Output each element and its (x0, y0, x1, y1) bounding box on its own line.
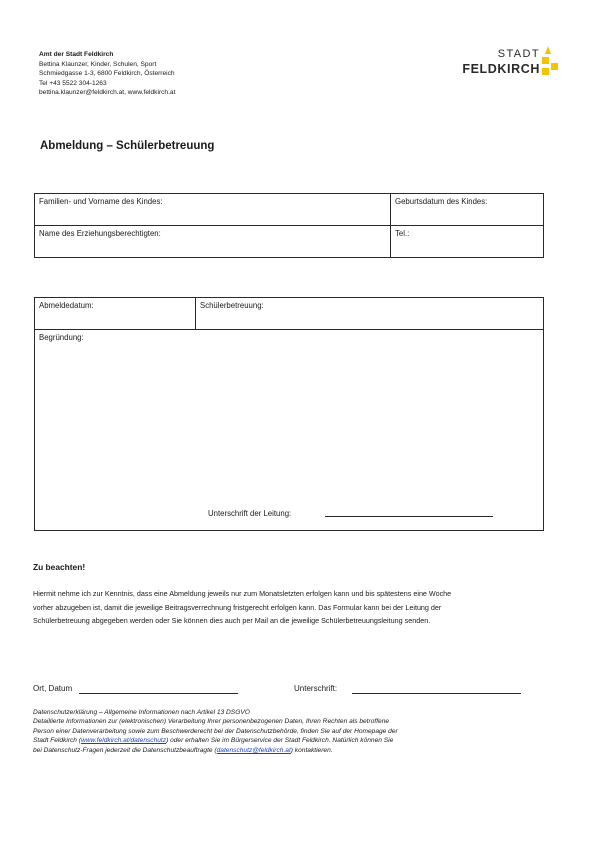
sender-address (39, 50, 175, 98)
privacy-email-link[interactable]: datenschutz@feldkirch.at (216, 746, 291, 754)
notice-line: vorher abzugeben ist, damit die jeweilige Beitragsverrechnung fristgerecht erfolgen kann. Das Formular kann bei der Leitung der (33, 602, 442, 612)
logo-text-stadt: STADT (497, 48, 540, 60)
guardian-name-field[interactable]: Name des Erziehungsberechtigten: (35, 226, 391, 258)
privacy-heading: Datenschutzerklärung – Allgemeine Informationen nach Artikel 13 DSGVO (33, 709, 250, 716)
reason-field[interactable]: Begründung: (35, 330, 544, 531)
privacy-text: ) kontaktieren. (290, 746, 333, 754)
sender-contact-line: Schmiedgasse 1-3, 6800 Feldkirch, Österreich (39, 70, 175, 78)
notice-heading: Zu beachten! (33, 562, 86, 572)
privacy-text: ) oder erhalten Sie im Bürgerservice der Stadt Feldkirch. Natürlich können Sie (166, 737, 394, 745)
sender-contact-line: bettina.klaunzer@feldkirch.at, www.feldkirch.at (39, 89, 176, 97)
page-title: Abmeldung – Schülerbetreuung (40, 140, 215, 152)
birthdate-field[interactable]: Geburtsdatum des Kindes: (391, 194, 544, 226)
school-care-field[interactable]: Schülerbetreuung: (196, 298, 544, 330)
notice-text (33, 587, 545, 628)
child-name-field[interactable]: Familien- und Vorname des Kindes: (35, 194, 391, 226)
privacy-line: Detaillierte Informationen zur (elektronischen) Verarbeitung Ihrer personenbezogenen Daten, Ihren Rechten als betroffene (33, 718, 390, 726)
place-date-label: Ort, Datum (33, 684, 73, 693)
privacy-line (33, 736, 545, 745)
sender-contact-line: Bettina Klaunzer, Kinder, Schulen, Sport (39, 60, 157, 68)
logo-text-feldkirch: FELDKIRCH (462, 62, 540, 76)
leader-signature-label: Unterschrift der Leitung: (208, 509, 292, 518)
privacy-text: Stadt Feldkirch ( (33, 737, 82, 745)
sender-contact-line: Tel +43 5522 304-1263 (39, 79, 107, 87)
privacy-notice (33, 708, 545, 755)
privacy-text: bei Datenschutz-Fragen jederzeit die Datenschutzbeauftragte ( (33, 746, 217, 754)
place-date-line[interactable] (79, 693, 238, 694)
leader-signature-line[interactable] (325, 516, 493, 517)
signature-line[interactable] (352, 693, 521, 694)
deregistration-table (34, 297, 544, 531)
privacy-line: Person einer Datenverarbeitung sowie zum Beschwerderecht bei der Datenschutzbehörde, finden Sie auf der Homepage der (33, 727, 398, 735)
stadt-feldkirch-logo (452, 44, 564, 80)
sender-org: Amt der Stadt Feldkirch (39, 51, 114, 58)
child-info-table (34, 193, 544, 258)
privacy-line (33, 746, 545, 755)
logo-mark-icon (542, 44, 564, 78)
notice-line: Schülerbetreuung abgegeben werden oder Sie können dies auch per Mail an die jeweilige Schülerbetreuungsleitung senden. (33, 616, 431, 626)
phone-field[interactable]: Tel.: (391, 226, 544, 258)
notice-line: Hiermit nehme ich zur Kenntnis, dass eine Abmeldung jeweils nur zum Monatsletzten erfolgen kann und bis spätestens eine Woche (33, 589, 452, 598)
signature-label: Unterschrift: (294, 684, 338, 693)
privacy-link[interactable]: www.feldkirch.at/datenschutz (81, 737, 167, 745)
deregistration-date-field[interactable]: Abmeldedatum: (35, 298, 196, 330)
